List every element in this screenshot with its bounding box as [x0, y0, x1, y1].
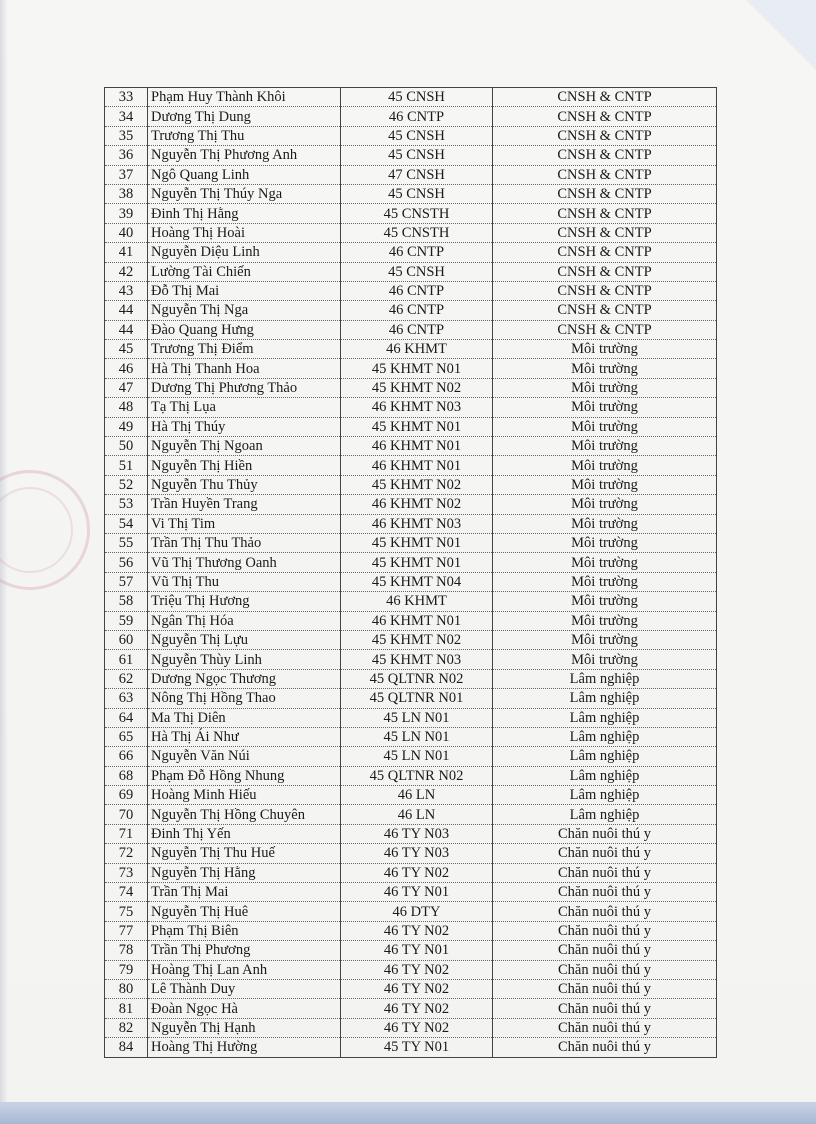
student-name: Hoàng Thị Hoài: [148, 223, 341, 242]
faculty-name: Chăn nuôi thú y: [493, 979, 717, 998]
row-number: 51: [105, 456, 148, 475]
table-row: [105, 863, 717, 882]
student-name: Dương Thị Dung: [148, 107, 341, 126]
student-name: Vi Thị Tim: [148, 514, 341, 533]
table-row: [105, 611, 717, 630]
class-code: 46 CNTP: [341, 281, 493, 300]
faculty-name: Môi trường: [493, 475, 717, 494]
table-row: [105, 456, 717, 475]
table-row: [105, 88, 717, 107]
faculty-name: Môi trường: [493, 514, 717, 533]
student-name: Trương Thị Điểm: [148, 340, 341, 359]
row-number: 33: [105, 88, 148, 107]
class-code: 46 KHMT N01: [341, 611, 493, 630]
class-code: 46 LN: [341, 786, 493, 805]
table-row: [105, 204, 717, 223]
class-code: 45 KHMT N01: [341, 533, 493, 552]
class-code: 45 KHMT N01: [341, 553, 493, 572]
row-number: 44: [105, 301, 148, 320]
seal-inner-ring: [0, 487, 73, 573]
student-name: Nguyễn Thị Huê: [148, 902, 341, 921]
row-number: 40: [105, 223, 148, 242]
table-row: [105, 786, 717, 805]
faculty-name: CNSH & CNTP: [493, 243, 717, 262]
faculty-name: Chăn nuôi thú y: [493, 824, 717, 843]
row-number: 45: [105, 340, 148, 359]
table-row: [105, 1018, 717, 1037]
row-number: 70: [105, 805, 148, 824]
faculty-name: Môi trường: [493, 650, 717, 669]
row-number: 42: [105, 262, 148, 281]
row-number: 81: [105, 999, 148, 1018]
faculty-name: CNSH & CNTP: [493, 88, 717, 107]
faculty-name: Chăn nuôi thú y: [493, 844, 717, 863]
faded-seal-stamp: [0, 470, 90, 590]
class-code: 46 TY N02: [341, 999, 493, 1018]
table-row: [105, 960, 717, 979]
student-name: Ngô Quang Linh: [148, 165, 341, 184]
student-list-table: [104, 87, 717, 1058]
class-code: 46 TY N02: [341, 979, 493, 998]
student-name: Vũ Thị Thương Oanh: [148, 553, 341, 572]
table-row: [105, 223, 717, 242]
student-name: Lê Thành Duy: [148, 979, 341, 998]
page-corner-fold: [746, 0, 816, 70]
student-name: Hoàng Thị Lan Anh: [148, 960, 341, 979]
student-name: Nguyễn Thị Thúy Nga: [148, 184, 341, 203]
class-code: 46 KHMT N03: [341, 398, 493, 417]
class-code: 46 KHMT: [341, 340, 493, 359]
table-row: [105, 921, 717, 940]
faculty-name: CNSH & CNTP: [493, 184, 717, 203]
faculty-name: Lâm nghiệp: [493, 766, 717, 785]
student-name: Nguyễn Thị Thu Huế: [148, 844, 341, 863]
student-name: Đoàn Ngọc Hà: [148, 999, 341, 1018]
row-number: 58: [105, 592, 148, 611]
row-number: 68: [105, 766, 148, 785]
row-number: 62: [105, 669, 148, 688]
class-code: 46 KHMT N03: [341, 514, 493, 533]
student-name: Trần Huyền Trang: [148, 495, 341, 514]
table-row: [105, 979, 717, 998]
student-name: Ma Thị Diên: [148, 708, 341, 727]
student-name: Nguyễn Thị Nga: [148, 301, 341, 320]
class-code: 45 QLTNR N02: [341, 766, 493, 785]
row-number: 57: [105, 572, 148, 591]
faculty-name: Chăn nuôi thú y: [493, 960, 717, 979]
student-name: Ngân Thị Hóa: [148, 611, 341, 630]
row-number: 43: [105, 281, 148, 300]
row-number: 78: [105, 941, 148, 960]
faculty-name: Môi trường: [493, 630, 717, 649]
class-code: 46 KHMT N01: [341, 437, 493, 456]
row-number: 52: [105, 475, 148, 494]
row-number: 54: [105, 514, 148, 533]
row-number: 84: [105, 1038, 148, 1057]
class-code: 46 LN: [341, 805, 493, 824]
student-name: Đinh Thị Yến: [148, 824, 341, 843]
table-row: [105, 262, 717, 281]
class-code: 45 LN N01: [341, 727, 493, 746]
row-number: 47: [105, 378, 148, 397]
class-code: 45 TY N01: [341, 1038, 493, 1057]
row-number: 53: [105, 495, 148, 514]
faculty-name: Môi trường: [493, 611, 717, 630]
class-code: 45 LN N01: [341, 747, 493, 766]
table-row: [105, 650, 717, 669]
row-number: 46: [105, 359, 148, 378]
table-row: [105, 747, 717, 766]
table-row: [105, 630, 717, 649]
student-name: Nguyễn Thu Thủy: [148, 475, 341, 494]
faculty-name: Lâm nghiệp: [493, 805, 717, 824]
class-code: 47 CNSH: [341, 165, 493, 184]
faculty-name: Lâm nghiệp: [493, 786, 717, 805]
table-row: [105, 417, 717, 436]
student-name: Triệu Thị Hương: [148, 592, 341, 611]
class-code: 46 TY N01: [341, 941, 493, 960]
faculty-name: CNSH & CNTP: [493, 281, 717, 300]
student-name: Trần Thị Phương: [148, 941, 341, 960]
student-name: Nguyễn Thị Phương Anh: [148, 146, 341, 165]
faculty-name: Môi trường: [493, 553, 717, 572]
table-row: [105, 883, 717, 902]
faculty-name: Môi trường: [493, 533, 717, 552]
class-code: 46 TY N03: [341, 844, 493, 863]
class-code: 46 TY N02: [341, 863, 493, 882]
faculty-name: Chăn nuôi thú y: [493, 1018, 717, 1037]
faculty-name: CNSH & CNTP: [493, 320, 717, 339]
student-name: Phạm Huy Thành Khôi: [148, 88, 341, 107]
student-name: Dương Thị Phương Thảo: [148, 378, 341, 397]
student-list-body: [105, 88, 717, 1058]
table-row: [105, 126, 717, 145]
table-row: [105, 805, 717, 824]
row-number: 66: [105, 747, 148, 766]
row-number: 34: [105, 107, 148, 126]
faculty-name: Môi trường: [493, 437, 717, 456]
student-name: Nguyễn Diệu Linh: [148, 243, 341, 262]
class-code: 46 CNTP: [341, 243, 493, 262]
table-row: [105, 475, 717, 494]
row-number: 75: [105, 902, 148, 921]
class-code: 45 CNSH: [341, 262, 493, 281]
faculty-name: Chăn nuôi thú y: [493, 941, 717, 960]
table-row: [105, 727, 717, 746]
row-number: 73: [105, 863, 148, 882]
class-code: 45 CNSH: [341, 184, 493, 203]
student-name: Đỗ Thị Mai: [148, 281, 341, 300]
class-code: 45 KHMT N01: [341, 417, 493, 436]
class-code: 46 KHMT N01: [341, 456, 493, 475]
table-row: [105, 184, 717, 203]
faculty-name: Chăn nuôi thú y: [493, 902, 717, 921]
row-number: 72: [105, 844, 148, 863]
table-row: [105, 165, 717, 184]
student-name: Hoàng Thị Hường: [148, 1038, 341, 1057]
student-name: Trần Thị Thu Thảo: [148, 533, 341, 552]
faculty-name: CNSH & CNTP: [493, 223, 717, 242]
class-code: 45 CNSTH: [341, 204, 493, 223]
class-code: 46 KHMT N02: [341, 495, 493, 514]
table-row: [105, 766, 717, 785]
scanner-bottom-strip: [0, 1102, 816, 1124]
faculty-name: Chăn nuôi thú y: [493, 999, 717, 1018]
class-code: 46 TY N02: [341, 1018, 493, 1037]
faculty-name: CNSH & CNTP: [493, 204, 717, 223]
table-row: [105, 243, 717, 262]
student-name: Hà Thị Thúy: [148, 417, 341, 436]
table-row: [105, 437, 717, 456]
table-row: [105, 533, 717, 552]
row-number: 35: [105, 126, 148, 145]
student-name: Nông Thị Hồng Thao: [148, 689, 341, 708]
row-number: 37: [105, 165, 148, 184]
class-code: 45 KHMT N01: [341, 359, 493, 378]
student-name: Nguyễn Thị Hạnh: [148, 1018, 341, 1037]
table-row: [105, 689, 717, 708]
class-code: 46 DTY: [341, 902, 493, 921]
table-row: [105, 1038, 717, 1057]
student-name: Lường Tài Chiến: [148, 262, 341, 281]
student-name: Phạm Đỗ Hồng Nhung: [148, 766, 341, 785]
faculty-name: Chăn nuôi thú y: [493, 863, 717, 882]
class-code: 45 QLTNR N02: [341, 669, 493, 688]
row-number: 74: [105, 883, 148, 902]
table-row: [105, 107, 717, 126]
class-code: 46 TY N03: [341, 824, 493, 843]
row-number: 38: [105, 184, 148, 203]
table-row: [105, 301, 717, 320]
table-row: [105, 320, 717, 339]
faculty-name: CNSH & CNTP: [493, 107, 717, 126]
class-code: 46 TY N01: [341, 883, 493, 902]
table-row: [105, 553, 717, 572]
faculty-name: Lâm nghiệp: [493, 708, 717, 727]
student-name: Tạ Thị Lụa: [148, 398, 341, 417]
row-number: 65: [105, 727, 148, 746]
faculty-name: Môi trường: [493, 340, 717, 359]
student-name: Nguyễn Thị Ngoan: [148, 437, 341, 456]
row-number: 36: [105, 146, 148, 165]
row-number: 50: [105, 437, 148, 456]
student-name: Nguyễn Thị Hằng: [148, 863, 341, 882]
class-code: 46 CNTP: [341, 107, 493, 126]
faculty-name: Môi trường: [493, 378, 717, 397]
row-number: 80: [105, 979, 148, 998]
faculty-name: Lâm nghiệp: [493, 689, 717, 708]
student-name: Nguyễn Thị Hồng Chuyên: [148, 805, 341, 824]
class-code: 45 KHMT N02: [341, 475, 493, 494]
faculty-name: Môi trường: [493, 592, 717, 611]
faculty-name: CNSH & CNTP: [493, 262, 717, 281]
row-number: 44: [105, 320, 148, 339]
student-name: Trương Thị Thu: [148, 126, 341, 145]
student-name: Vũ Thị Thu: [148, 572, 341, 591]
faculty-name: Chăn nuôi thú y: [493, 1038, 717, 1057]
class-code: 45 CNSTH: [341, 223, 493, 242]
faculty-name: Môi trường: [493, 572, 717, 591]
student-name: Hoàng Minh Hiếu: [148, 786, 341, 805]
row-number: 41: [105, 243, 148, 262]
class-code: 45 CNSH: [341, 146, 493, 165]
class-code: 45 KHMT N03: [341, 650, 493, 669]
student-name: Phạm Thị Biên: [148, 921, 341, 940]
class-code: 45 QLTNR N01: [341, 689, 493, 708]
row-number: 59: [105, 611, 148, 630]
row-number: 71: [105, 824, 148, 843]
table-row: [105, 514, 717, 533]
student-name: Hà Thị Thanh Hoa: [148, 359, 341, 378]
row-number: 69: [105, 786, 148, 805]
faculty-name: Môi trường: [493, 359, 717, 378]
row-number: 56: [105, 553, 148, 572]
table-row: [105, 146, 717, 165]
table-row: [105, 902, 717, 921]
row-number: 64: [105, 708, 148, 727]
table-row: [105, 398, 717, 417]
class-code: 45 CNSH: [341, 126, 493, 145]
table-row: [105, 378, 717, 397]
row-number: 39: [105, 204, 148, 223]
table-row: [105, 999, 717, 1018]
table-row: [105, 844, 717, 863]
faculty-name: Môi trường: [493, 417, 717, 436]
table-row: [105, 592, 717, 611]
table-row: [105, 340, 717, 359]
class-code: 46 CNTP: [341, 301, 493, 320]
student-name: Dương Ngọc Thương: [148, 669, 341, 688]
faculty-name: Môi trường: [493, 398, 717, 417]
class-code: 46 KHMT: [341, 592, 493, 611]
class-code: 46 TY N02: [341, 960, 493, 979]
row-number: 60: [105, 630, 148, 649]
student-name: Đào Quang Hưng: [148, 320, 341, 339]
faculty-name: Lâm nghiệp: [493, 747, 717, 766]
faculty-name: Môi trường: [493, 456, 717, 475]
faculty-name: Chăn nuôi thú y: [493, 883, 717, 902]
class-code: 45 CNSH: [341, 88, 493, 107]
row-number: 77: [105, 921, 148, 940]
faculty-name: CNSH & CNTP: [493, 165, 717, 184]
student-name: Nguyễn Thùy Linh: [148, 650, 341, 669]
row-number: 61: [105, 650, 148, 669]
faculty-name: CNSH & CNTP: [493, 301, 717, 320]
class-code: 46 TY N02: [341, 921, 493, 940]
row-number: 79: [105, 960, 148, 979]
faculty-name: Lâm nghiệp: [493, 727, 717, 746]
row-number: 63: [105, 689, 148, 708]
student-name: Nguyễn Thị Lựu: [148, 630, 341, 649]
faculty-name: CNSH & CNTP: [493, 146, 717, 165]
table-row: [105, 359, 717, 378]
faculty-name: Môi trường: [493, 495, 717, 514]
row-number: 55: [105, 533, 148, 552]
student-name: Nguyễn Văn Núi: [148, 747, 341, 766]
table-row: [105, 281, 717, 300]
table-row: [105, 824, 717, 843]
row-number: 48: [105, 398, 148, 417]
class-code: 45 KHMT N04: [341, 572, 493, 591]
table-row: [105, 669, 717, 688]
class-code: 45 LN N01: [341, 708, 493, 727]
table-row: [105, 708, 717, 727]
student-name: Trần Thị Mai: [148, 883, 341, 902]
student-name: Đinh Thị Hằng: [148, 204, 341, 223]
class-code: 45 KHMT N02: [341, 630, 493, 649]
faculty-name: CNSH & CNTP: [493, 126, 717, 145]
faculty-name: Chăn nuôi thú y: [493, 921, 717, 940]
row-number: 49: [105, 417, 148, 436]
table-row: [105, 941, 717, 960]
student-name: Hà Thị Ái Như: [148, 727, 341, 746]
faculty-name: Lâm nghiệp: [493, 669, 717, 688]
table-row: [105, 572, 717, 591]
class-code: 46 CNTP: [341, 320, 493, 339]
row-number: 82: [105, 1018, 148, 1037]
class-code: 45 KHMT N02: [341, 378, 493, 397]
student-name: Nguyễn Thị Hiền: [148, 456, 341, 475]
table-row: [105, 495, 717, 514]
